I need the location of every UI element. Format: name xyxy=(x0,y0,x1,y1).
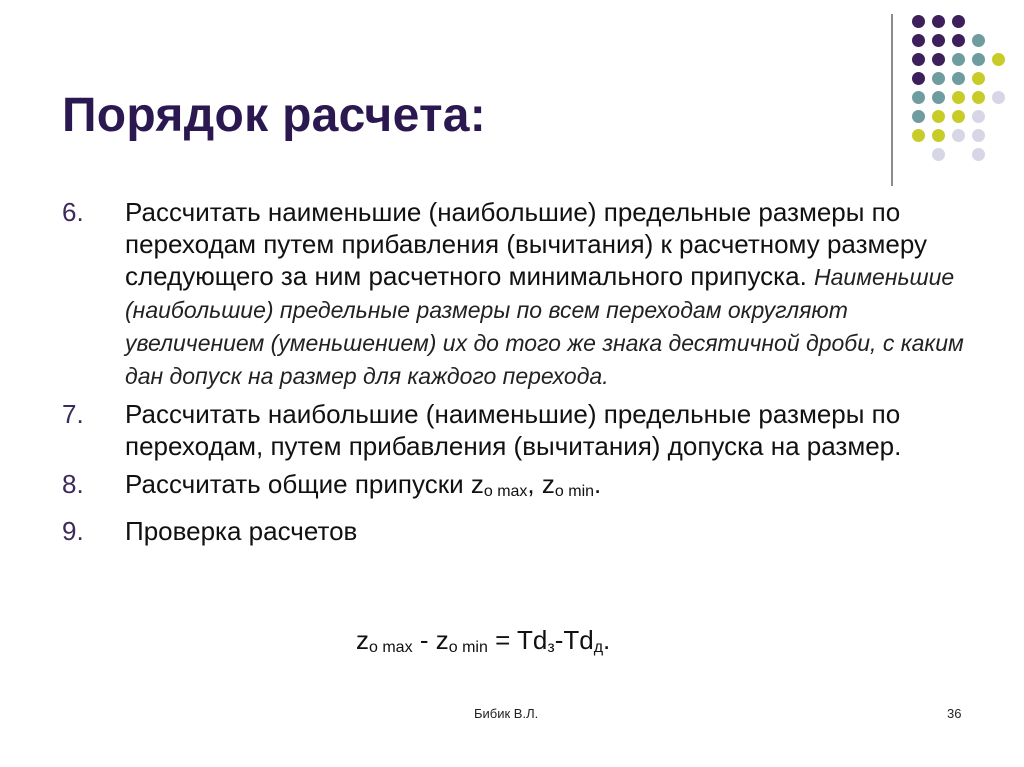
item-main-text: Рассчитать общие припуски xyxy=(125,469,464,499)
item-text: Проверка расчетов xyxy=(125,516,358,546)
equals-td: = Td xyxy=(495,625,548,655)
decorative-dot xyxy=(992,91,1005,104)
item-number: 8. xyxy=(62,469,84,499)
decorative-dot xyxy=(912,34,925,47)
slide-title: Порядок расчета: xyxy=(62,89,487,142)
decorative-dot xyxy=(932,53,945,66)
decorative-dot xyxy=(932,110,945,123)
decorative-dot xyxy=(912,129,925,142)
decorative-dot xyxy=(952,15,965,28)
z-symbol: z xyxy=(435,625,449,655)
decorative-dot xyxy=(992,53,1005,66)
page-number: 36 xyxy=(947,706,962,721)
decorative-dot xyxy=(952,91,965,104)
decorative-dot xyxy=(932,148,945,161)
list-item-7 xyxy=(62,398,992,462)
decorative-dot xyxy=(932,91,945,104)
decorative-dot xyxy=(972,91,985,104)
minus-td: -Td xyxy=(554,625,594,655)
subscript-o-max: o max xyxy=(369,639,413,656)
item-number: 9. xyxy=(62,516,84,546)
decorative-dot xyxy=(912,15,925,28)
subscript-o-min: o min xyxy=(448,639,488,656)
subscript-o-min: o min xyxy=(554,483,595,500)
decorative-dot xyxy=(952,72,965,85)
subscript-z: з xyxy=(547,639,555,656)
decorative-dot xyxy=(912,110,925,123)
decorative-dot xyxy=(952,110,965,123)
decorative-dot xyxy=(912,91,925,104)
list-item-9 xyxy=(62,515,992,547)
item-number: 6. xyxy=(62,197,84,227)
decorative-dot xyxy=(972,34,985,47)
item-number: 7. xyxy=(62,399,84,429)
decorative-dot xyxy=(912,53,925,66)
decorative-dot xyxy=(952,34,965,47)
decorative-dot xyxy=(972,110,985,123)
decorative-dot xyxy=(932,15,945,28)
check-formula xyxy=(356,625,610,657)
list-item-8 xyxy=(62,468,992,508)
decorative-dot xyxy=(952,129,965,142)
item-text xyxy=(125,468,992,508)
decorative-dot xyxy=(932,129,945,142)
item-note: Наименьшие (наибольшие) предельные размеры по всем переходам округляют увеличением (уменьшением) их до того же знака десятичной дроби, с каким дан допуск на размер для каждого перехода. xyxy=(125,264,964,389)
z-symbol: z xyxy=(470,469,484,499)
z-symbol: z xyxy=(541,469,555,499)
decorative-dot xyxy=(952,53,965,66)
subscript-o-max: o max xyxy=(483,483,528,500)
footer-author: Бибик В.Л. xyxy=(474,706,539,721)
decorative-dot xyxy=(972,72,985,85)
item-main-text: Рассчитать наименьшие (наибольшие) предельные размеры по переходам путем прибавления (вычитания) к расчетному размеру следующего за ним расчетного минимального припуска. xyxy=(125,197,928,291)
item-text: Рассчитать наибольшие (наименьшие) предельные размеры по переходам, путем прибавления (вычитания) допуска на размер. xyxy=(125,399,902,461)
decorative-dot xyxy=(972,53,985,66)
decorative-dot xyxy=(972,129,985,142)
decorative-dot xyxy=(972,148,985,161)
subscript-d: д xyxy=(593,639,604,656)
decorative-dot xyxy=(932,34,945,47)
numbered-list xyxy=(62,196,992,547)
separator: , xyxy=(527,469,535,499)
period: . xyxy=(594,469,602,499)
z-symbol: z xyxy=(356,625,369,655)
decorative-dot xyxy=(932,72,945,85)
list-item-6 xyxy=(62,196,992,392)
item-text xyxy=(125,196,992,392)
minus-sign: - xyxy=(419,625,429,655)
period: . xyxy=(603,625,611,655)
decorative-dot xyxy=(912,72,925,85)
